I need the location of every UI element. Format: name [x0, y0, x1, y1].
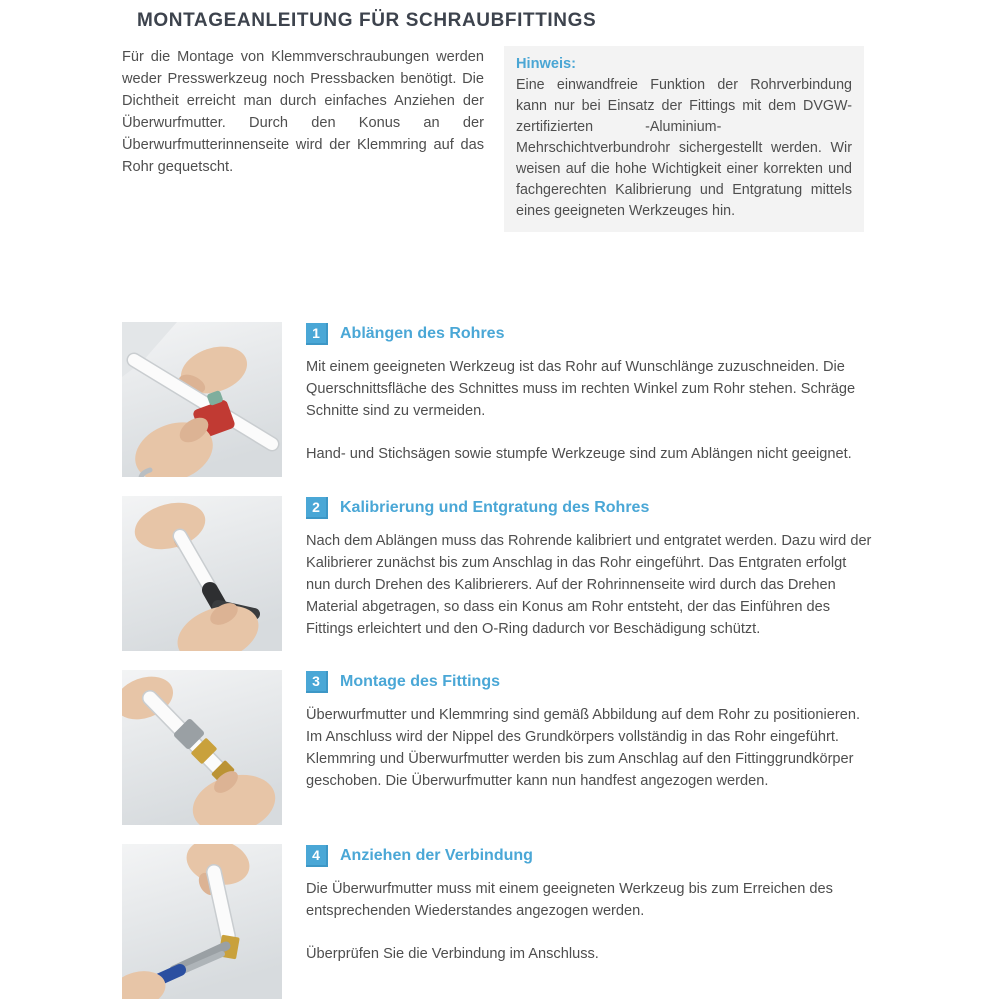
- step-4: [122, 844, 882, 999]
- step-1-title: Ablängen des Rohres: [340, 325, 505, 342]
- step-4-photo-tightening-wrench: [122, 844, 282, 999]
- step-3-content: [306, 670, 872, 825]
- step-3-header: [306, 671, 872, 693]
- intro-section: [122, 46, 882, 232]
- step-3-body: Überwurfmutter und Klemmring sind gemäß Abbildung auf dem Rohr zu positionieren. Im Anschluss wird der Nippel des Grundkörpers vollständig in das Rohr eingeführt. Klemmring und Überwurfmutter werden bis zum Anschlag auf den Fittinggrundkörper geschoben. Die Überwurfmutter kann nun handfest angezogen werden.: [306, 707, 861, 789]
- steps-section: [122, 322, 882, 999]
- step-1-content: [306, 322, 872, 477]
- intro-paragraph: Für die Montage von Klemmverschraubungen werden weder Presswerkzeug noch Pressbacken benötigt. Die Dichtheit erreicht man durch einfaches Anziehen der Überwurfmutter. Durch den Konus an der Überwurfmutterinnenseite wird der Klemmring auf das Rohr gequetscht.: [122, 49, 484, 175]
- step-1: [122, 322, 882, 477]
- step-4-body: Die Überwurfmutter muss mit einem geeigneten Werkzeug bis zum Erreichen des entsprechenden Wiederstandes angezogen werden.: [306, 881, 833, 919]
- step-4-number-badge: 4: [306, 845, 328, 867]
- step-4-title: Anziehen der Verbindung: [340, 847, 533, 864]
- step-4-content: [306, 844, 872, 999]
- note-text: [516, 75, 852, 222]
- step-1-body: Mit einem geeigneten Werkzeug ist das Rohr auf Wunschlänge zuzuschneiden. Die Querschnittsfläche des Schnittes muss im rechten Winkel zum Rohr stehen. Schräge Schnitte sind zu vermeiden.: [306, 359, 856, 419]
- step-4-body-2: Überprüfen Sie die Verbindung im Anschluss.: [306, 946, 599, 962]
- step-4-header: [306, 845, 872, 867]
- note-title: Hinweis:: [516, 56, 577, 72]
- step-2-body: Nach dem Ablängen muss das Rohrende kalibriert und entgratet werden. Dazu wird der Kalibrierer zunächst bis zum Anschlag in das Rohr eingeführt. Das Entgraten erfolgt nun durch Drehen des Kalibrierers. Auf der Rohrinnenseite wird durch das Drehen Material abgetragen, so dass ein Konus am Rohr entsteht, der das Einführen des Fittings erleichtert und den O-Ring dadurch vor Beschädigung schützt.: [306, 533, 872, 637]
- note-text-part2: -Aluminium-Mehrschichtverbundrohr sichergestellt werden. Wir weisen auf die hohe Wichtigkeit einer korrekten und fachgerechten Kalibrierung und Entgratung mittels eines geeigneten Werkzeuges hin.: [516, 119, 852, 219]
- step-1-number-badge: 1: [306, 323, 328, 345]
- redacted-brand-gap: [593, 130, 645, 131]
- step-1-photo-pipe-cutting: [122, 322, 282, 477]
- step-2-title: Kalibrierung und Entgratung des Rohres: [340, 499, 650, 516]
- page-title: MONTAGEANLEITUNG FÜR SCHRAUBFITTINGS: [137, 10, 597, 31]
- step-2-content: [306, 496, 872, 651]
- step-2: [122, 496, 882, 651]
- step-3-title: Montage des Fittings: [340, 673, 500, 690]
- note-text-part1: Eine einwandfreie Funktion der Rohrverbindung kann nur bei Einsatz der Fittings mit dem DVGW-zertifizierten: [516, 77, 852, 135]
- step-1-body-2: Hand- und Stichsägen sowie stumpfe Werkzeuge sind zum Ablängen nicht geeignet.: [306, 446, 852, 462]
- step-1-header: [306, 323, 872, 345]
- step-2-number-badge: 2: [306, 497, 328, 519]
- note-box: [504, 46, 864, 232]
- step-3: [122, 670, 882, 825]
- step-3-number-badge: 3: [306, 671, 328, 693]
- step-2-header: [306, 497, 872, 519]
- step-3-photo-fitting-assembly: [122, 670, 282, 825]
- step-2-photo-calibrating: [122, 496, 282, 651]
